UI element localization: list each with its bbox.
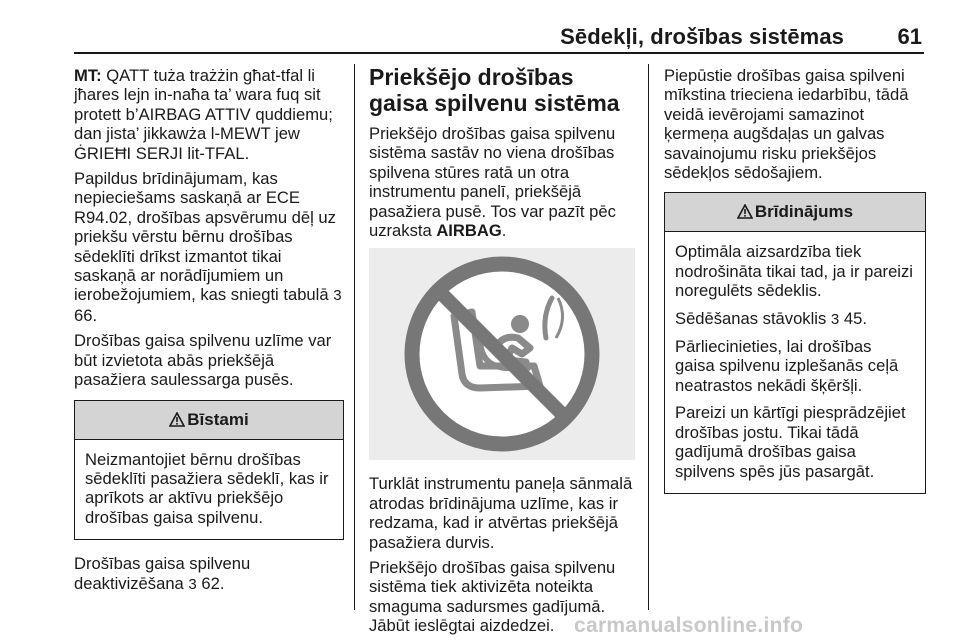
paragraph [74, 169, 344, 325]
no-child-seat-airbag-sign-icon [402, 254, 602, 454]
page-reference: 66. [74, 305, 98, 325]
warning-triangle-icon [737, 195, 753, 233]
paragraph [369, 124, 635, 240]
paragraph-text: Drošības gaisa spilvenu deaktivizēšana [74, 554, 251, 593]
column-1 [74, 66, 344, 600]
paragraph-text: Priekšējo drošības gaisa spilvenu sistēma sastāv no viena drošības spilvena stūres ratā un otra instrumentu panelī, priekšējā pasažiera pusē. Tos var pazīt pēc uzraksta [369, 124, 616, 241]
header-title: Sēdekļi, drošības sistēmas [560, 24, 844, 49]
section-title: Priekšējo drošības gaisa spilvenu sistēma [369, 64, 620, 116]
paragraph: Turklāt instrumentu paneļa sānmalā atrodas brīdinājuma uzlīme, kas ir redzama, kad ir atvērtas priekšējā pasažiera durvis. [369, 474, 633, 552]
warning-title: Brīdinājums [754, 202, 854, 222]
warning-box-body [665, 232, 925, 492]
mt-label: MT: [74, 66, 102, 85]
mt-text: QATT tuża trażżin għat-tfal li jħares lejn in-naħa ta’ wara fuq sit protett b’AIRBAG ATTIV quddiemu; dan jista’ jikkawża l-MEWT jew ĠRIEĦI SERJI lit-TFAL. [74, 66, 333, 163]
danger-text: Neizmantojiet bērnu drošības sēdeklīti pasažiera sēdeklī, kas ir aprīkots ar aktīvu priekšējo drošības gaisa spilvenu. [85, 449, 329, 527]
page-reference: 62. [196, 573, 225, 593]
warning-text: Optimāla aizsardzība tiek nodrošināta tikai tad, ja ir pareizi noregulēts sēdeklis. [675, 242, 913, 301]
airbag-warning-figure [369, 248, 635, 460]
warning-text-part: Sēdēšanas stāvoklis [675, 308, 827, 328]
paragraph-text: Papildus brīdinājumam, kas nepieciešams saskaņā ar ECE R94.02, drošības apsvērumu dēļ uz priekšu vērstu bērnu drošības sēdeklīti drīkst izmantot tikai saskaņā ar norādījumiem un ierobežojumiem, kas sniegti tabulā [74, 169, 336, 305]
paragraph [74, 554, 344, 594]
watermark: carmanualsonline.info [574, 614, 804, 637]
mt-paragraph [74, 66, 344, 163]
column-divider [354, 64, 355, 610]
paragraph: Piepūstie drošības gaisa spilveni mīkstina trieciena iedarbību, tādā veidā ievērojami samazinot ķermeņa augšdaļas un galvas savainojumu risku priekšējos sēdekļos sēdošajiem. [664, 66, 909, 183]
airbag-label: AIRBAG [436, 221, 502, 241]
column-3 [664, 66, 926, 508]
warning-text: Pareizi un kārtīgi piesprādzējiet drošības jostu. Tikai tādā gadījumā drošības gaisa spilvens spēs jūs pasargāt. [675, 403, 906, 481]
danger-box [74, 400, 344, 541]
paragraph-text: . [501, 221, 507, 241]
reference-arrow-icon: 3 [333, 287, 342, 305]
paragraph: Priekšējo drošības gaisa spilvenu sistēma tiek aktivizēta noteikta smaguma sadursmes gadījumā. Jābūt ieslēgtai aizdedzei. [369, 558, 616, 636]
paragraph: Drošības gaisa spilvenu uzlīme var būt izvietota abās priekšējā pasažiera saulessarga pusēs. [74, 331, 332, 390]
danger-box-body [75, 440, 343, 540]
column-2 [369, 66, 635, 642]
column-divider [648, 64, 649, 610]
warning-box-header [665, 193, 925, 232]
warning-triangle-icon [169, 403, 185, 441]
warning-text [675, 309, 915, 329]
reference-arrow-icon: 3 [830, 310, 840, 328]
danger-box-header [75, 401, 343, 440]
page-header [74, 22, 924, 54]
reference-arrow-icon: 3 [188, 575, 197, 593]
page-reference: 45. [839, 308, 867, 328]
page-number: 61 [897, 24, 922, 49]
warning-box [664, 192, 926, 493]
warning-text: Pārliecinieties, lai drošības gaisa spilvenu izplešanās ceļā neatrastos nekādi šķēršļi. [675, 337, 899, 395]
danger-title: Bīstami [187, 409, 249, 429]
